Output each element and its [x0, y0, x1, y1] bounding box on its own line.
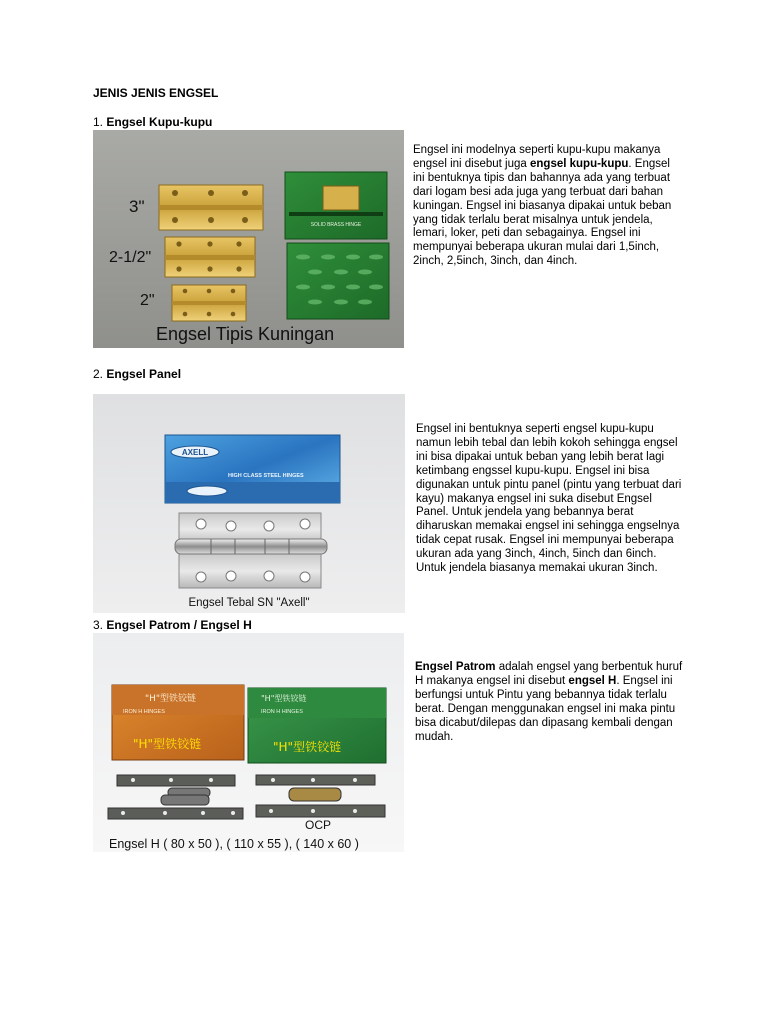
photo-caption: Engsel Tipis Kuningan	[156, 324, 335, 344]
section-number: 2.	[93, 367, 104, 381]
photo-engsel-kupu-kupu	[93, 130, 404, 348]
green-box-title: "H"型铁铰链	[261, 694, 307, 703]
steel-hinge	[175, 513, 327, 588]
para-bold-term: engsel kupu-kupu	[530, 157, 629, 170]
box-label: SOLID BRASS HINGE	[310, 222, 362, 228]
para-text: Engsel ini bentuknya seperti engsel kupu-kupu namun lebih tebal dan lebih kokoh sehingga engsel ini bisa dipakai untuk beban yang lebih berat lagi ketimbang engssel kupu-kupu. Engsel ini bisa digunakan untuk pintu panel (pintu yang terbuat dari kayu) makanya engsel ini suka disebut Engsel Panel. Untuk jendela yang bebannya berat diharuskan memakai engsel ini sehingga engselnya tidak cepat rusak. Engsel ini mempunyai beberapa ukuran ada yang 3inch, 4inch, 5inch dan 6inch. Untuk jendela biasanya memakai ukuran 3inch.	[416, 423, 682, 575]
photo-caption: Engsel Tebal SN "Axell"	[188, 597, 310, 609]
hinge-2-half-inch	[165, 237, 255, 277]
paragraph-panel	[416, 423, 684, 576]
green-box-bottom	[287, 243, 389, 319]
ocp-label: OCP	[305, 818, 332, 832]
green-box-front: "H"型铁铰链	[273, 740, 342, 754]
h-hinge-illustration	[93, 633, 404, 852]
section-title: Engsel Kupu-kupu	[106, 115, 213, 129]
size-label-2-inch: 2"	[140, 292, 155, 309]
para-text: . Engsel ini berfungsi untuk Pintu yang bebannya tidak terlalu berat. Dengan menggunakan engsel ini maka pintu bisa dicabut/dilepas dan dipasang kembali dengan mudah.	[415, 674, 676, 743]
axell-box	[165, 435, 340, 503]
photo-engsel-panel	[93, 394, 405, 613]
document-title: JENIS JENIS ENGSEL	[93, 86, 219, 100]
green-box-subtitle: IRON H HINGES	[261, 709, 303, 715]
steel-hinge-illustration	[93, 394, 405, 613]
hinge-3-inch	[159, 185, 263, 230]
section-title: Engsel Patrom / Engsel H	[106, 618, 252, 632]
orange-box-title: "H"型铁铰链	[145, 694, 197, 704]
section-title: Engsel Panel	[106, 367, 182, 381]
brass-hinges-illustration	[93, 130, 404, 348]
orange-box-subtitle: IRON H HINGES	[123, 709, 165, 715]
green-box-top	[285, 172, 387, 239]
section-heading-panel	[93, 367, 181, 381]
photo-engsel-h	[93, 633, 404, 852]
hinge-2-inch	[172, 285, 246, 321]
box-label: HIGH CLASS STEEL HINGES	[228, 473, 304, 479]
paragraph-patrom	[415, 661, 685, 744]
para-text: . Engsel ini bentuknya tipis dan bahannya ada yang terbuat dari logam besi ada juga yang terbuat dari bahan kuningan. Engsel ini biasanya dipakai untuk beban yang tidak terlalu berat misalnya untuk jendela, lemari, loker, peti dan sebagainya. Engsel ini mempunyai beberapa ukuran mulai dari 1,5inch, 2inch, 2,5inch, 3inch, dan 4inch.	[413, 157, 672, 268]
section-number: 3.	[93, 618, 104, 632]
para-text: Engsel ini modelnya seperti kupu-kupu makanya engsel ini disebut juga	[413, 144, 661, 170]
para-text: adalah engsel yang berbentuk huruf H makanya engsel ini disebut	[415, 661, 683, 687]
para-bold-term: Engsel Patrom	[415, 661, 496, 673]
photo-caption: Engsel H ( 80 x 50 ), ( 110 x 55 ), ( 140 x 60 )	[109, 837, 359, 851]
section-heading-kupu-kupu	[93, 115, 212, 129]
paragraph-kupu-kupu	[413, 144, 683, 269]
size-label-3-inch: 3"	[129, 197, 145, 216]
brand-logo: AXELL	[181, 448, 209, 457]
size-label-2-half-inch: 2-1/2"	[109, 249, 152, 266]
para-bold-term: engsel H	[568, 674, 617, 687]
orange-box-front: "H"型铁铰链	[133, 737, 202, 751]
section-heading-patrom	[93, 618, 252, 632]
section-number: 1.	[93, 115, 104, 129]
